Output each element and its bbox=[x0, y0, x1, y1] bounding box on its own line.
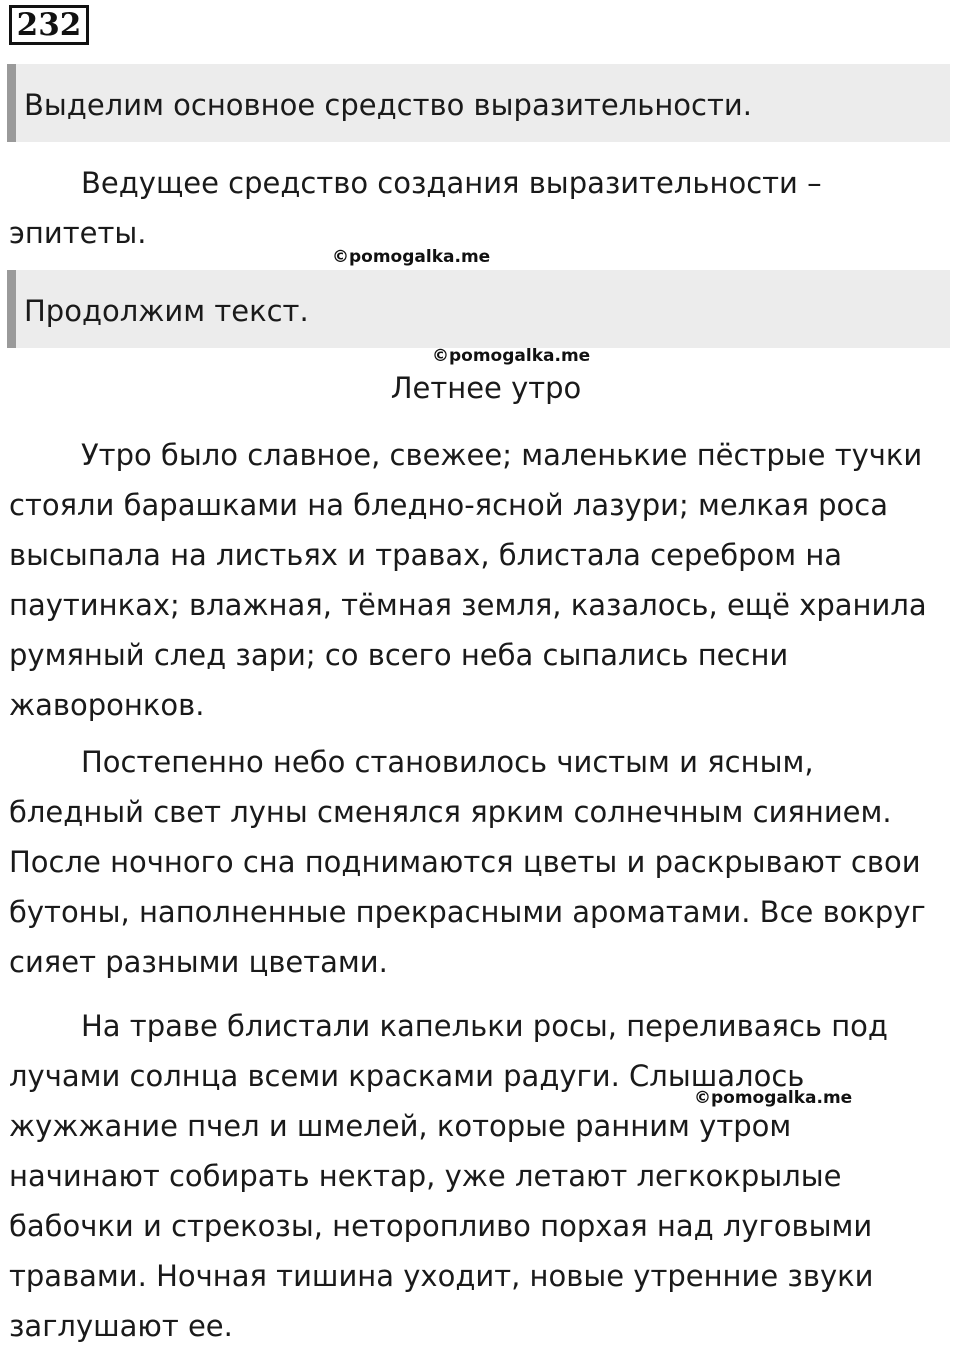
watermark: ©pomogalka.me bbox=[432, 346, 591, 366]
instruction-text-2: Продолжим текст. bbox=[24, 294, 309, 328]
body-paragraph-2 bbox=[9, 737, 949, 987]
body-text-1: Утро было славное, свежее; маленькие пёстрые тучки стояли барашками на бледно-ясной лазури; мелкая роса высыпала на листьях и травах, блистала серебром на паутинках; влажная, тёмная земля, казалось, ещё хранила румяный след зари; со всего неба сыпались песни жаворонков. bbox=[9, 438, 927, 722]
body-text-2: Постепенно небо становилось чистым и ясным, бледный свет луны сменялся ярким солнечным сиянием. После ночного сна поднимаются цветы и раскрывают свои бутоны, наполненные прекрасными ароматами. Все вокруг сияет разными цветами. bbox=[9, 745, 926, 979]
instruction-text-1: Выделим основное средство выразительности. bbox=[24, 88, 752, 122]
body-text-3: На траве блистали капельки росы, переливаясь под лучами солнца всеми красками радуги. Слышалось жужжание пчел и шмелей, которые ранним утром начинают собирать нектар, уже летают легкокрылые бабочки и стрекозы, неторопливо порхая над луговыми травами. Ночная тишина уходит, новые утренние звуки заглушают ее. bbox=[9, 1009, 888, 1343]
watermark: ©pomogalka.me bbox=[694, 1088, 853, 1108]
intro-paragraph bbox=[9, 158, 949, 258]
instruction-banner-2 bbox=[7, 270, 950, 348]
intro-text: Ведущее средство создания выразительности – эпитеты. bbox=[9, 166, 822, 250]
instruction-banner-1 bbox=[7, 64, 950, 142]
body-paragraph-3 bbox=[9, 1001, 949, 1351]
body-paragraph-1 bbox=[9, 430, 949, 730]
text-title: Летнее утро bbox=[390, 371, 582, 405]
watermark: ©pomogalka.me bbox=[332, 247, 491, 267]
task-number: 232 bbox=[9, 5, 89, 45]
